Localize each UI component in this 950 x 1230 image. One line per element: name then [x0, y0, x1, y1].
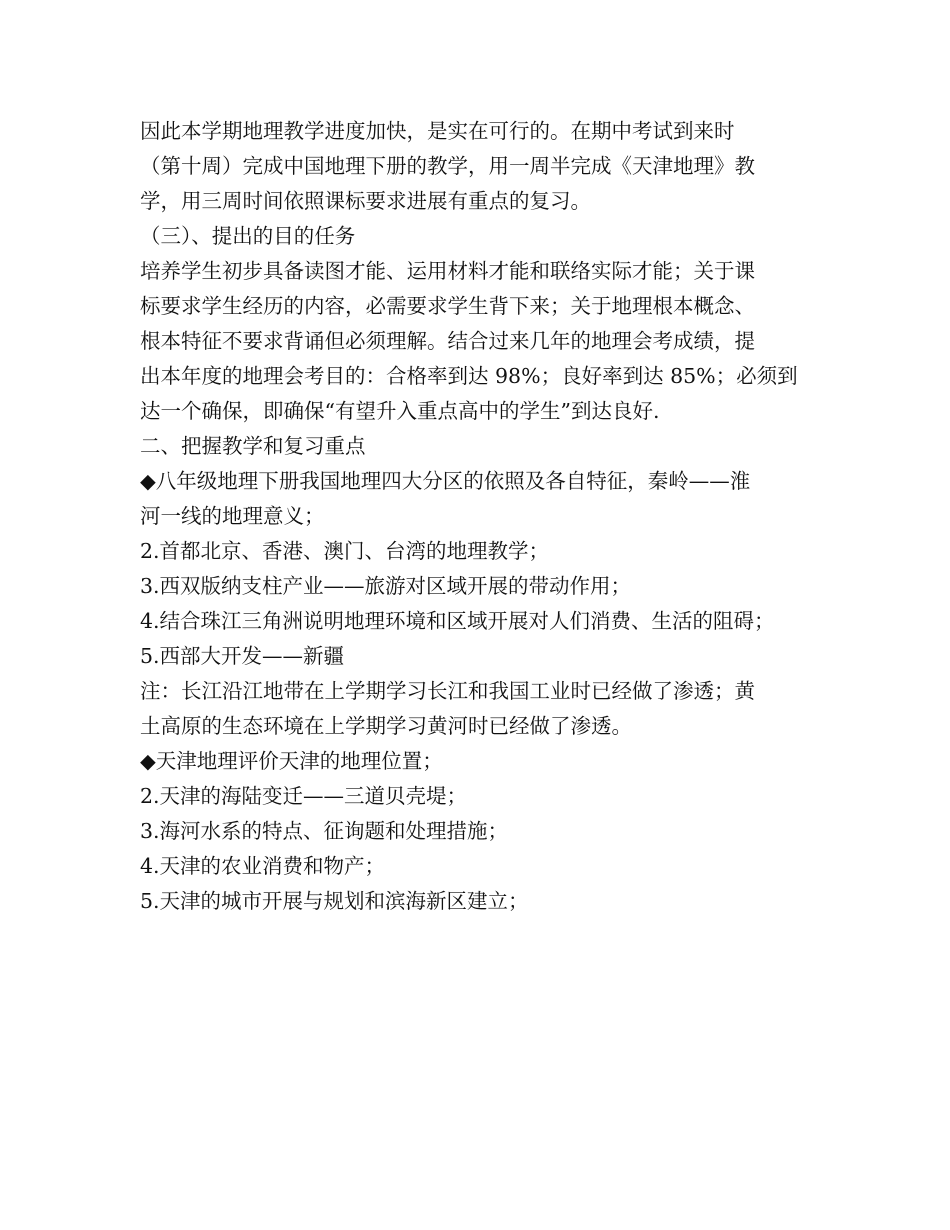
list-item-grade8-pearl-river: 4.结合珠江三角洲说明地理环境和区域开展对人们消费、生活的阻碍；	[140, 609, 775, 633]
text-line: 因此本学期地理教学进度加快，是实在可行的。在期中考试到来时	[140, 119, 735, 143]
list-item-grade8-beijing: 2.首都北京、香港、澳门、台湾的地理教学；	[140, 539, 550, 563]
document-body	[140, 114, 815, 919]
text-line: 标要求学生经历的内容，必需要求学生背下来；关于地理根本概念、	[140, 294, 755, 318]
list-item-tianjin-location: ◆天津地理评价天津的地理位置；	[140, 749, 443, 773]
section-heading-goals: （三）、提出的目的任务	[140, 224, 356, 248]
section-heading-key-points: 二、把握教学和复习重点	[140, 434, 366, 458]
paragraph-teaching-progress	[140, 114, 815, 219]
paragraph-goals	[140, 254, 815, 429]
list-item-grade8-regions	[140, 464, 815, 534]
text-line: （第十周）完成中国地理下册的教学，用一周半完成《天津地理》教	[140, 154, 755, 178]
text-line: 土高原的生态环境在上学期学习黄河时已经做了渗透。	[140, 714, 632, 738]
text-line: 学，用三周时间依照课标要求进展有重点的复习。	[140, 189, 591, 213]
list-item-tianjin-urban: 5.天津的城市开展与规划和滨海新区建立；	[140, 889, 529, 913]
text-line: ◆八年级地理下册我国地理四大分区的依照及各自特征，秦岭——淮	[140, 469, 751, 493]
text-line: 根本特征不要求背诵但必须理解。结合过来几年的地理会考成绩，提	[140, 329, 755, 353]
text-line: 注：长江沿江地带在上学期学习长江和我国工业时已经做了渗透；黄	[140, 679, 755, 703]
list-item-tianjin-coastline: 2.天津的海陆变迁——三道贝壳堤；	[140, 784, 468, 808]
list-item-tianjin-haihe: 3.海河水系的特点、征询题和处理措施；	[140, 819, 509, 843]
paragraph-note	[140, 674, 815, 744]
list-item-grade8-xinjiang: 5.西部大开发——新疆	[140, 644, 345, 668]
text-line: 河一线的地理意义；	[140, 504, 325, 528]
text-line: 出本年度的地理会考目的：合格率到达 98%；良好率到达 85%；必须到	[140, 364, 798, 388]
text-line: 培养学生初步具备读图才能、运用材料才能和联络实际才能；关于课	[140, 259, 755, 283]
list-item-tianjin-agriculture: 4.天津的农业消费和物产；	[140, 854, 386, 878]
text-line: 达一个确保，即确保“有望升入重点高中的学生”到达良好.	[140, 399, 660, 423]
list-item-grade8-xishuangbanna: 3.西双版纳支柱产业——旅游对区域开展的带动作用；	[140, 574, 632, 598]
